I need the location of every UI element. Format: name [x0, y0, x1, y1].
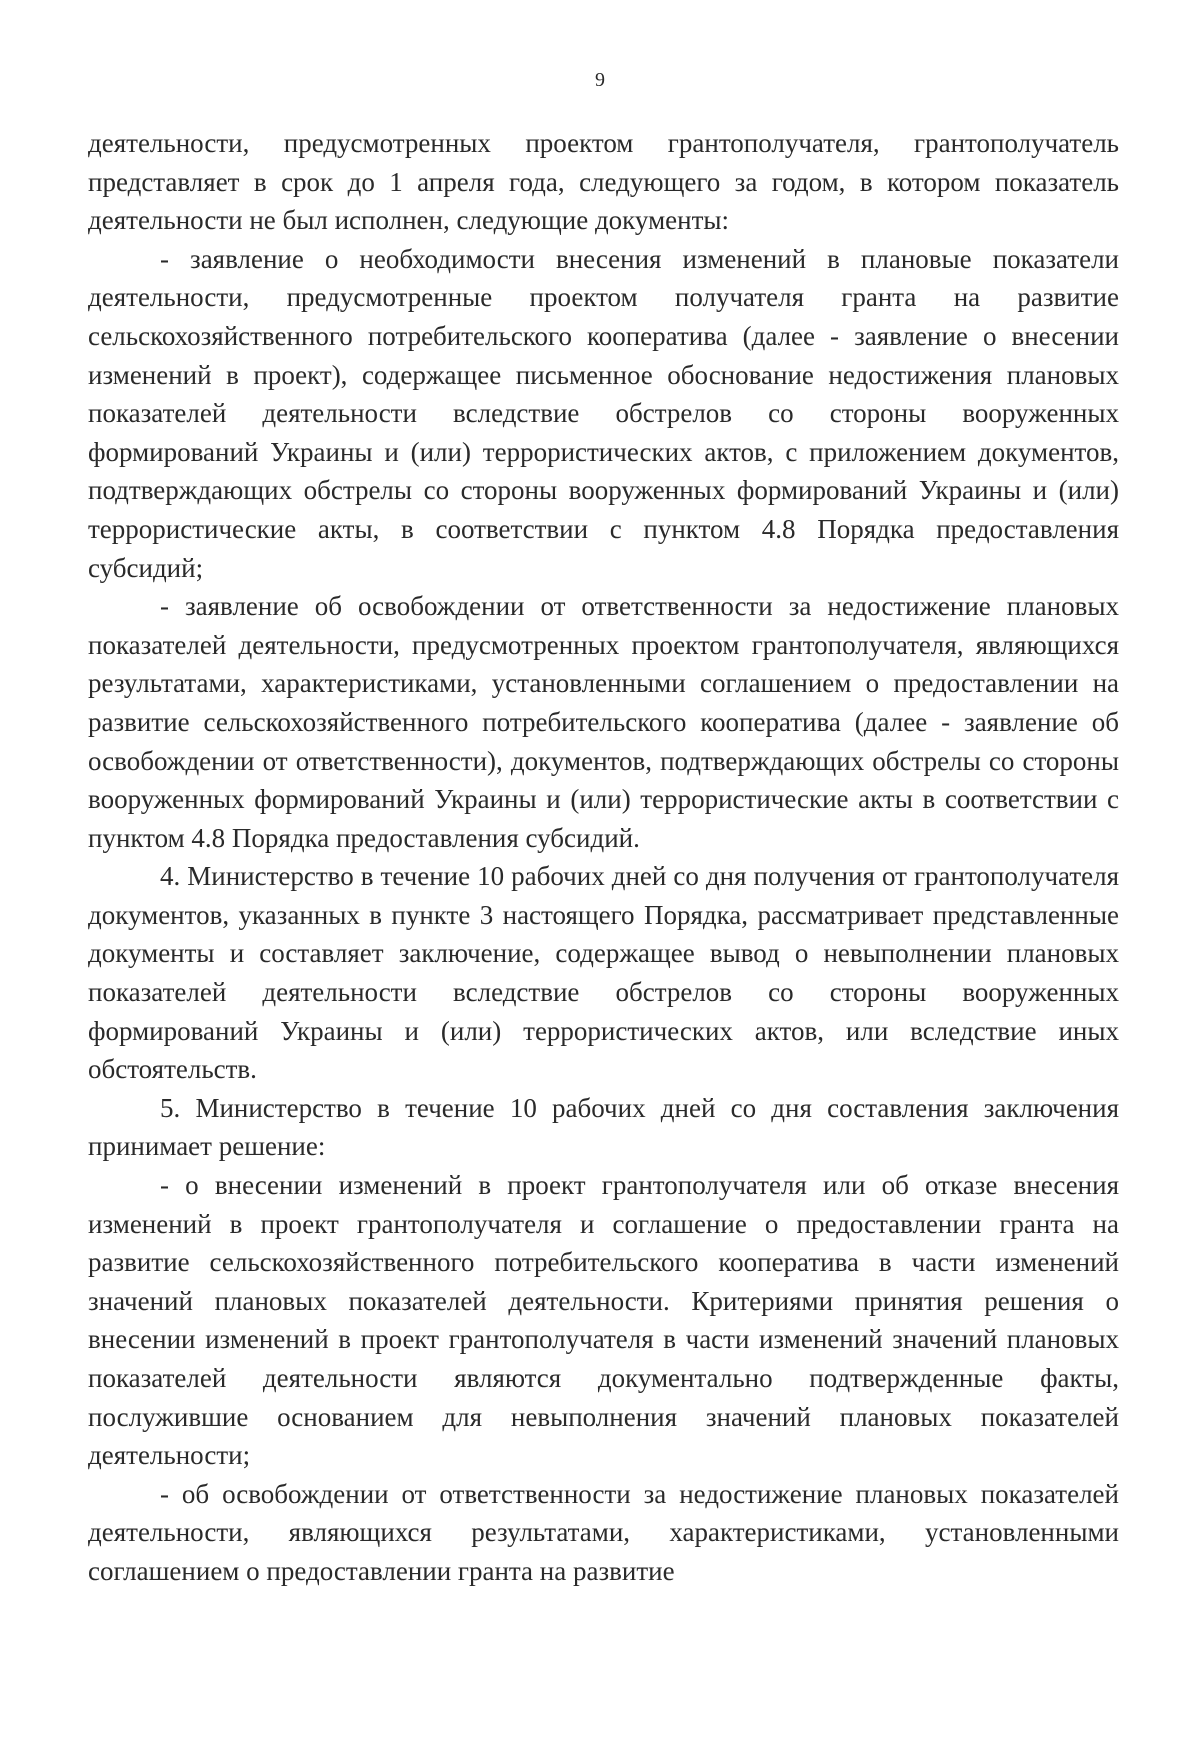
paragraph-clause-5: 5. Министерство в течение 10 рабочих дней со дня составления заключения принимает решение:	[88, 1092, 1119, 1162]
paragraph-decision-changes: - о внесении изменений в проект грантополучателя или об отказе внесения изменений в проект грантополучателя и соглашение о предоставлении гранта на развитие сельскохозяйственного потребительского кооператива в части изменений значений плановых показателей деятельности. Критериями принятия решения о внесении изменений в проект грантополучателя в части изменений значений плановых показателей деятельности являются документально подтвержденные факты, послужившие основанием для невыполнения значений плановых показателей деятельности;	[88, 1170, 1119, 1471]
page-number: 9	[595, 69, 605, 91]
paragraph-clause-4: 4. Министерство в течение 10 рабочих дней со дня получения от грантополучателя документов, указанных в пункте 3 настоящего Порядка, рассматривает представленные документы и составляет заключение, содержащее вывод о невыполнении плановых показателей деятельности вследствие обстрелов со стороны вооруженных формирований Украины и (или) террористических актов, или вследствие иных обстоятельств.	[88, 861, 1119, 1085]
paragraph-application-changes: - заявление о необходимости внесения изменений в плановые показатели деятельности, предусмотренные проектом получателя гранта на развитие сельскохозяйственного потребительского кооператива (далее - заявление о внесении изменений в проект), содержащее письменное обоснование недостижения плановых показателей деятельности вследствие обстрелов со стороны вооруженных формирований Украины и (или) террористических актов, с приложением документов, подтверждающих обстрелы со стороны вооруженных формирований Украины и (или) террористические акты, в соответствии с пунктом 4.8 Порядка предоставления субсидий;	[88, 243, 1119, 583]
document-body	[88, 124, 1119, 1591]
paragraph-decision-release: - об освобождении от ответственности за недостижение плановых показателей деятельности, являющихся результатами, характеристиками, установленными соглашением о предоставлении гранта на развитие	[88, 1478, 1119, 1586]
paragraph-application-release: - заявление об освобождении от ответственности за недостижение плановых показателей деятельности, предусмотренных проектом грантополучателя, являющихся результатами, характеристиками, установленными соглашением о предоставлении на развитие сельскохозяйственного потребительского кооператива (далее - заявление об освобождении от ответственности), документов, подтверждающих обстрелы со стороны вооруженных формирований Украины и (или) террористические акты в соответствии с пунктом 4.8 Порядка предоставления субсидий.	[88, 591, 1119, 853]
paragraph-continuation: деятельности, предусмотренных проектом грантополучателя, грантополучатель представляет в срок до 1 апреля года, следующего за годом, в котором показатель деятельности не был исполнен, следующие документы:	[88, 128, 1119, 236]
